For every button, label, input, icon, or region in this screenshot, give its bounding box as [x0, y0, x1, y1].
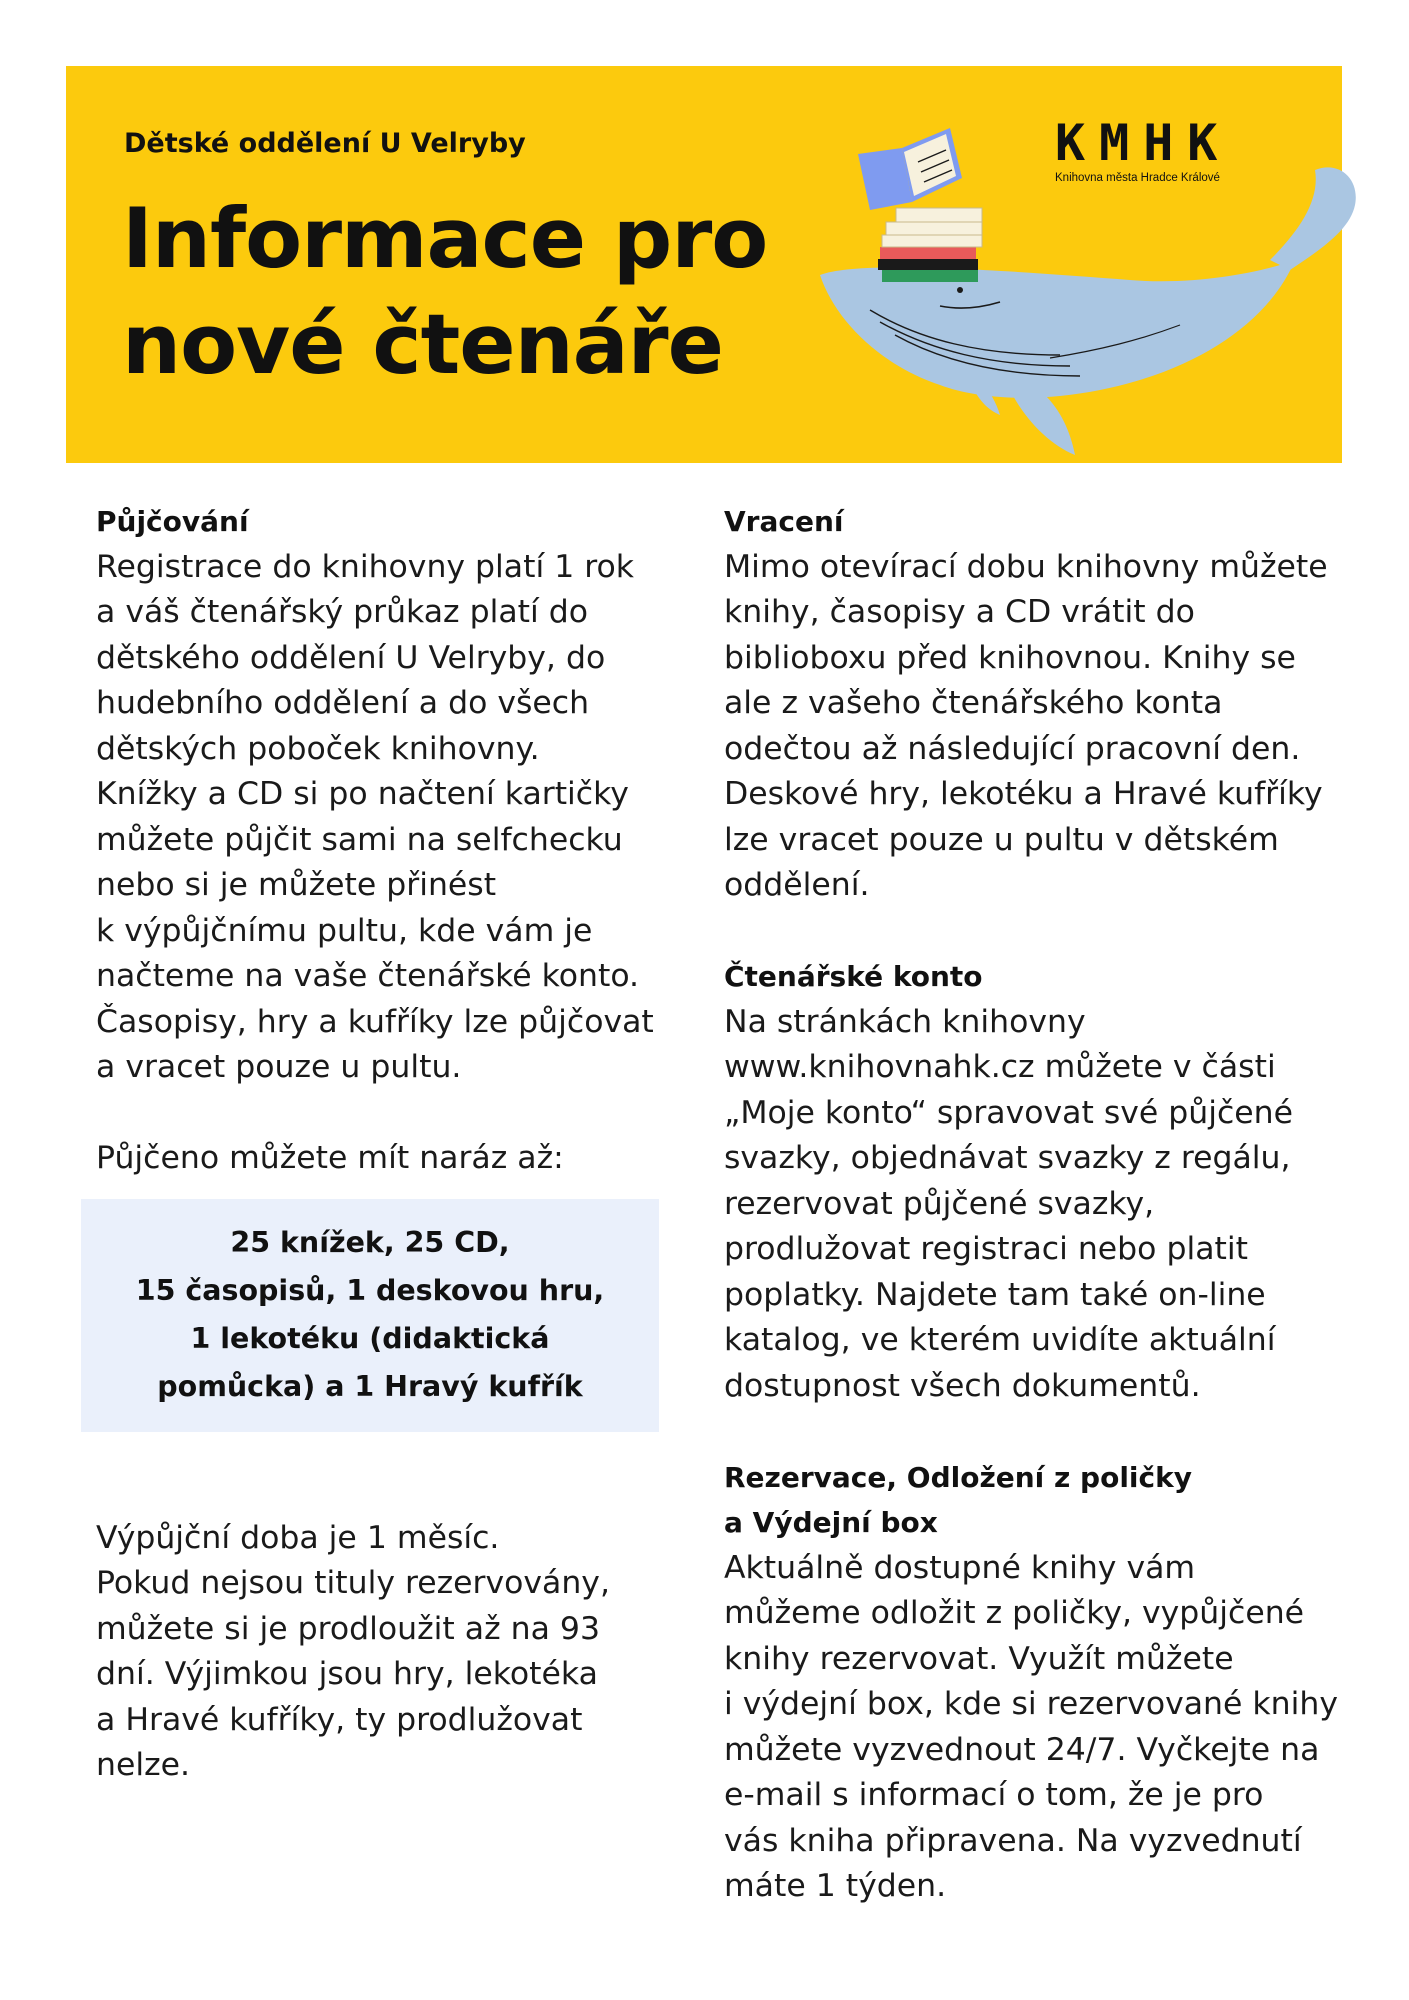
text-line: Časopisy, hry a kufříky lze půjčovat	[96, 1003, 654, 1040]
returns-paragraph	[724, 545, 1364, 909]
text-line: poplatky. Najdete tam také on-line	[724, 1276, 1266, 1313]
lending-paragraph	[96, 545, 686, 1091]
text-line: dětských poboček knihovny.	[96, 730, 540, 767]
text-line: Aktuálně dostupné knihy vám	[724, 1549, 1196, 1586]
text-line: Na stránkách knihovny	[724, 1003, 1086, 1040]
section-heading-lending: Půjčování	[96, 505, 249, 538]
reservations-paragraph	[724, 1546, 1364, 1910]
text-line: můžeme odložit z poličky, vypůjčené	[724, 1595, 1305, 1631]
text-line: Mimo otevírací dobu knihovny můžete	[724, 548, 1328, 585]
text-line: katalog, ve kterém uvidíte aktuální	[724, 1322, 1276, 1358]
whale-eye	[957, 287, 963, 293]
open-book-icon	[858, 128, 962, 210]
text-line: načteme na vaše čtenářské konto.	[96, 958, 640, 994]
loan-period-paragraph	[96, 1516, 686, 1789]
text-line: Deskové hry, lekotéku a Hravé kufříky	[724, 776, 1323, 812]
text-line: nelze.	[96, 1747, 191, 1783]
text-line: a vracet pouze u pultu.	[96, 1049, 462, 1085]
text-line: rezervovat půjčené svazky,	[724, 1185, 1155, 1222]
text-line: nebo si je můžete přinést	[96, 867, 497, 903]
page-title	[122, 186, 822, 398]
text-line: k výpůjčnímu pultu, kde vám je	[96, 912, 593, 949]
book-stack-icon	[878, 208, 982, 282]
text-line: knihy rezervovat. Využít můžete	[724, 1640, 1234, 1677]
loan-limit-line: 1 lekotéku (didaktická	[190, 1322, 550, 1355]
loan-limit-line: 25 knížek, 25 CD,	[230, 1226, 510, 1259]
section-heading-returns: Vracení	[724, 505, 844, 538]
text-line: vás kniha připravena. Na vyzvednutí	[724, 1822, 1302, 1859]
text-line: prodlužovat registraci nebo platit	[724, 1231, 1248, 1267]
reader-account-paragraph	[724, 1000, 1364, 1410]
loan-limit-line: 15 časopisů, 1 deskovou hru,	[135, 1274, 605, 1307]
text-line: a Hravé kufříky, ty prodlužovat	[96, 1701, 583, 1738]
section-heading-reader-account: Čtenářské konto	[724, 960, 983, 993]
text-line: hudebního oddělení a do všech	[96, 685, 590, 721]
heading-line: a Výdejní box	[724, 1506, 938, 1539]
loan-limit-line: pomůcka) a 1 Hravý kufřík	[157, 1370, 583, 1403]
text-line: máte 1 týden.	[724, 1868, 947, 1904]
text-line: dětského oddělení U Velryby, do	[96, 639, 606, 676]
text-line: Pokud nejsou tituly rezervovány,	[96, 1565, 610, 1601]
title-line-2: nové čtenáře	[122, 296, 723, 393]
text-line: a váš čtenářský průkaz platí do	[96, 594, 589, 630]
text-line: dostupnost všech dokumentů.	[724, 1367, 1201, 1404]
text-line: svazky, objednávat svazky z regálu,	[724, 1140, 1291, 1176]
logo-letters: KMHK	[1055, 114, 1232, 172]
text-line: můžete půjčit sami na selfchecku	[96, 821, 623, 858]
section-heading-reservations	[724, 1455, 1364, 1546]
logo-tagline: Knihovna města Hradce Králové	[1055, 172, 1220, 184]
heading-line: Rezervace, Odložení z poličky	[724, 1460, 1193, 1494]
title-line-1: Informace pro	[122, 190, 768, 287]
kmhk-logo	[1055, 114, 1285, 184]
text-line: ale z vašeho čtenářského konta	[724, 685, 1223, 721]
text-line: dní. Výjimkou jsou hry, lekotéka	[96, 1656, 598, 1692]
whale-flipper	[1010, 390, 1075, 455]
left-column	[96, 499, 686, 1789]
text-line: můžete vyzvednout 24/7. Vyčkejte na	[724, 1731, 1320, 1768]
website-link[interactable]: www.knihovnahk.cz můžete v části	[724, 1049, 1276, 1085]
limit-intro: Půjčeno můžete mít naráz až:	[96, 1140, 564, 1176]
text-line: i výdejní box, kde si rezervované knihy	[724, 1686, 1338, 1722]
text-line: biblioboxu před knihovnou. Knihy se	[724, 639, 1296, 676]
text-line: „Moje konto“ spravovat své půjčené	[724, 1094, 1294, 1131]
text-line: knihy, časopisy a CD vrátit do	[724, 594, 1195, 630]
right-column	[724, 499, 1364, 1910]
text-line: Registrace do knihovny platí 1 rok	[96, 548, 635, 585]
text-line: Knížky a CD si po načtení kartičky	[96, 776, 629, 812]
text-line: lze vracet pouze u pultu v dětském	[724, 821, 1279, 858]
text-line: e-mail s informací o tom, že je pro	[724, 1777, 1264, 1813]
text-line: odečtou až následující pracovní den.	[724, 730, 1301, 767]
text-line: Výpůjční doba je 1 měsíc.	[96, 1519, 500, 1556]
text-line: můžete si je prodloužit až na 93	[96, 1610, 600, 1647]
text-line: oddělení.	[724, 867, 870, 903]
department-subtitle: Dětské oddělení U Velryby	[124, 128, 526, 159]
